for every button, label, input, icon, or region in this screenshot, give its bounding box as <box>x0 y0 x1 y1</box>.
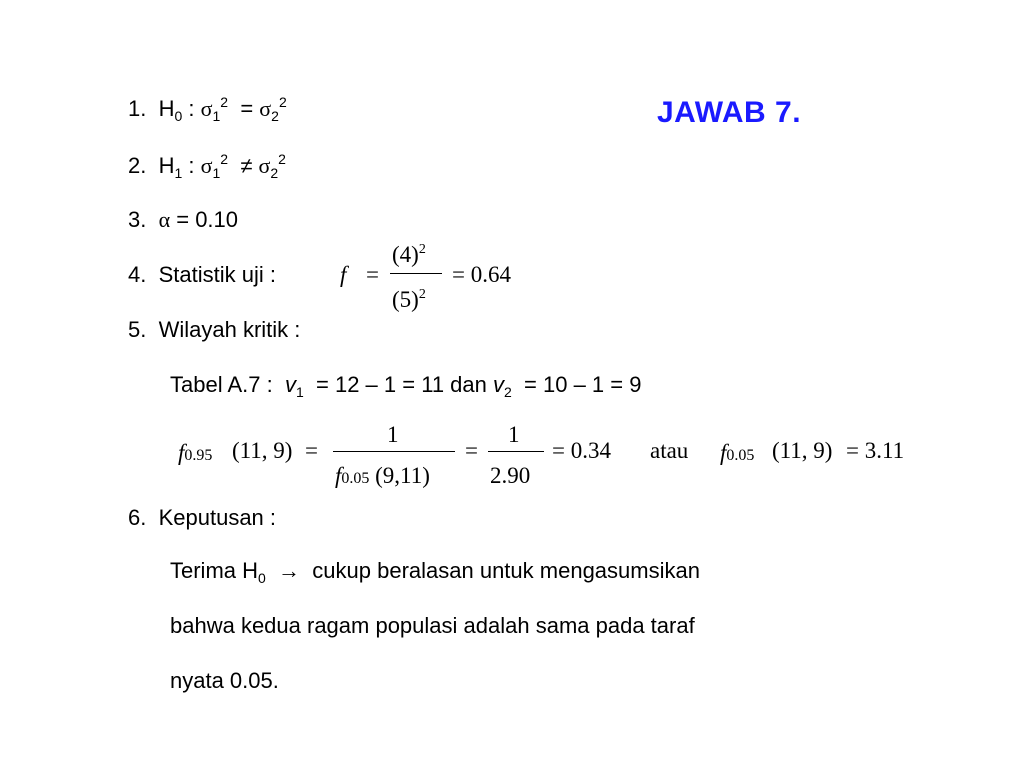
stat-f: f <box>340 262 347 287</box>
item-number: 3. <box>128 207 147 232</box>
not-equal-operator: ≠ <box>234 153 259 178</box>
crit-fraction-bar-2 <box>488 451 544 452</box>
crit-atau: atau <box>650 438 689 463</box>
item-number: 1. <box>128 96 147 121</box>
decision-line-3: nyata 0.05. <box>170 668 279 693</box>
slide-title: JAWAB 7. <box>657 96 802 129</box>
sigma-symbol: σ <box>259 96 272 121</box>
crit-result-1: = 0.34 <box>552 438 611 463</box>
crit-eq2: = <box>465 438 478 463</box>
crit-f095: f0.95 <box>178 440 213 465</box>
crit-den1: f0.05 (9,11) <box>335 463 430 488</box>
item-text: Wilayah kritik : <box>158 317 301 342</box>
item-text: Keputusan : <box>158 505 277 530</box>
v2-symbol: v <box>493 372 504 397</box>
stat-result: = 0.64 <box>452 262 511 287</box>
stat-eq1: = <box>366 262 379 287</box>
stat-numerator: $(4)^2$ <box>392 242 426 267</box>
decision-line-1: Terima $H_0$ → cukup beralasan untuk mengasumsikan <box>170 558 700 586</box>
decision-line-2: bahwa kedua ragam populasi adalah sama pada taraf <box>170 613 695 638</box>
crit-f005: f0.05 <box>720 440 755 465</box>
sigma-symbol: σ <box>200 96 213 121</box>
crit-num2: 1 <box>508 422 520 447</box>
item-text: Statistik uji : <box>158 262 276 287</box>
alpha-value: = 0.10 <box>170 207 239 232</box>
item-6 <box>128 505 276 531</box>
hypothesis-label: $H_1$ <box>158 153 183 181</box>
item-2: 2. $H_1$ : $\sigma_1^2 \ne \sigma_2^2$ <box>128 151 286 181</box>
tabel-line: Tabel A.7 : $v_1 = 12 - 1 = 11$ dan $v_2 = 10 - 1 = 9$ <box>170 372 642 400</box>
stat-fraction-bar <box>390 273 442 274</box>
item-number: 2. <box>128 153 147 178</box>
sigma-symbol: σ <box>258 153 271 178</box>
crit-result-2: = 3.11 <box>846 438 905 463</box>
v1-symbol: v <box>284 372 296 397</box>
alpha-symbol: α <box>158 207 171 232</box>
item-number: 6. <box>128 505 147 530</box>
crit-num1: 1 <box>387 422 399 447</box>
crit-den2: 2.90 <box>490 463 531 488</box>
equals-operator: = <box>234 96 260 121</box>
item-3 <box>128 207 238 233</box>
crit-fraction-bar-1 <box>333 451 455 452</box>
item-1: 1. $H_0$ : $\sigma_1^2 = \sigma_2^2$ <box>128 94 287 124</box>
hypothesis-label: $H_0$ <box>158 96 183 124</box>
sigma-symbol: σ <box>200 153 213 178</box>
stat-denominator: $(5)^2$ <box>392 287 426 312</box>
crit-args2: (11, 9) <box>772 438 833 463</box>
item-5 <box>128 317 300 343</box>
item-number: 5. <box>128 317 147 342</box>
item-number: 4. <box>128 262 147 287</box>
crit-eq1: = <box>305 438 318 463</box>
item-4 <box>128 262 276 288</box>
arrow-icon: → <box>278 558 301 583</box>
crit-args1: (11, 9) <box>232 438 293 463</box>
